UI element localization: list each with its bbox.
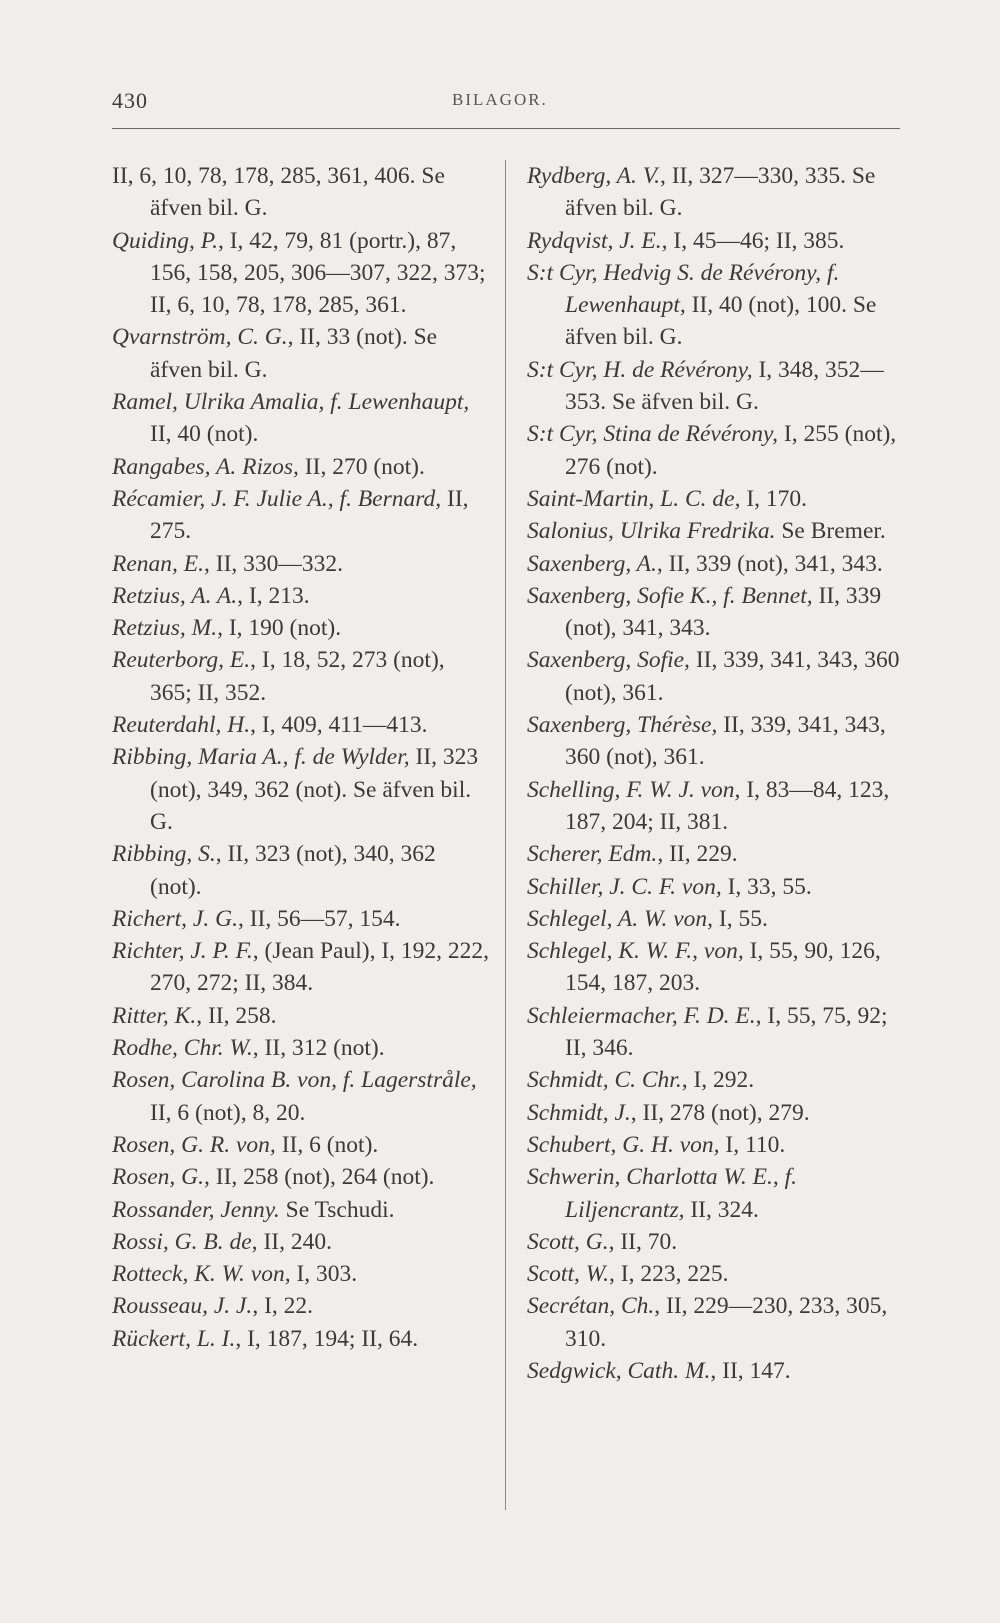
index-entry [112,935,490,1000]
entry-name: Schubert, G. H. von, [527,1131,720,1158]
index-entry [112,1226,490,1258]
index-entry [112,644,490,709]
entry-name: Schmidt, C. Chr. [527,1067,682,1094]
entry-name: Schlegel, A. W. von, [527,905,714,932]
entry-name: Schleiermacher, F. D. E. [527,1002,756,1029]
entry-references: , II, 339 (not), 341, 343. [656,550,883,577]
entry-name: Sedgwick, Cath. M. [527,1357,711,1384]
index-entry [527,483,905,515]
index-entry [527,580,905,645]
entry-name: Saxenberg, Sofie K., f. Bennet, [527,582,813,609]
entry-references: , I, 223, 225. [609,1261,729,1288]
index-entry [112,483,490,548]
entry-references: , II, 229. [657,841,738,868]
index-entry [112,1000,490,1032]
index-entry [527,1097,905,1129]
entry-references: , II, 70. [608,1228,678,1255]
entry-references: , II, 327—330, 335. Se äfven bil. G. [565,163,876,222]
entry-name: Scherer, Edm. [527,841,658,868]
entry-references: II, 6 (not), 8, 20. [150,1099,306,1126]
entry-references: II, 6, 10, 78, 178, 285, 361, 406. Se äfven bil. G. [112,163,445,222]
index-entry [112,612,490,644]
index-entry [112,1161,490,1193]
entry-references: , II, 147. [710,1357,791,1384]
entry-name: Rydberg, A. V. [527,163,660,189]
entry-references: I, 55. [713,905,768,932]
entry-name: Rossander, Jenny. [112,1196,280,1223]
index-entry [112,321,490,386]
entry-name: S:t Cyr, Hedvig S. de Révérony, f. Lewenhaupt, [527,259,840,319]
entry-references: , I, 213. [237,582,310,609]
entry-name: S:t Cyr, H. de Révérony, [527,356,753,383]
index-entry [527,644,905,709]
entry-references: , I, 22. [252,1293,314,1320]
index-entry [527,1064,905,1096]
page-header [112,88,900,128]
entry-name: Scott, G. [527,1228,609,1255]
page-number: 430 [112,88,148,113]
index-entry [527,774,905,839]
entry-references: II, 339, 341, 343, 360 (not), 361. [565,712,886,771]
index-entry [527,1355,905,1387]
entry-references: , II, 258. [196,1002,277,1029]
index-entry [112,1258,490,1290]
entry-name: Retzius, A. A. [112,582,238,609]
index-entry [112,741,490,838]
index-entry [112,1129,490,1161]
entry-name: Schlegel, K. W. F., von, [527,938,744,965]
entry-name: Rydqvist, J. E. [527,227,662,254]
index-entry [112,903,490,935]
entry-name: Renan, E. [112,550,205,577]
index-entry [112,160,490,225]
index-entry [527,418,905,483]
entry-name: Ribbing, Maria A., f. de Wylder, [112,744,410,771]
entry-references: , I, 190 (not). [217,615,342,642]
entry-references: II, 324. [684,1196,759,1223]
index-entry [527,1129,905,1161]
entry-references: II, 339 (not), 341, 343. [565,582,882,642]
index-entry [112,838,490,903]
index-entry [527,935,905,1000]
index-entry [112,709,490,741]
entry-name: Saxenberg, Sofie, [527,647,690,674]
index-entry [527,709,905,774]
entry-name: S:t Cyr, Stina de Révérony, [527,421,779,448]
entry-references: , I, 187, 194; II, 64. [235,1325,419,1352]
entry-references: II, 240. [257,1228,332,1255]
entry-name: Richert, J. G. [112,905,238,932]
entry-references: , II, 312 (not). [252,1035,385,1062]
entry-references: I, 110. [719,1131,786,1158]
entry-references: Se Tschudi. [279,1196,395,1223]
entry-references: II, 6 (not). [275,1131,379,1158]
entry-name: Saint-Martin, L. C. de, [527,485,741,512]
entry-name: Récamier, J. F. Julie A., f. Bernard, [112,485,442,512]
entry-references: I, 55, 90, 126, 154, 187, 203. [565,938,881,997]
entry-references: II, 270 (not). [298,453,425,480]
entry-references: , II, 56—57, 154. [237,905,401,932]
index-entry [527,354,905,419]
entry-name: Ribbing, S. [112,841,216,868]
entry-name: Ramel, Ulrika Amalia, f. Lewenhaupt, [112,389,470,416]
header-rule [112,128,900,129]
index-entry [112,1194,490,1226]
entry-name: Reuterdahl, H. [112,712,251,739]
entry-name: Retzius, M. [112,615,218,642]
index-entry [527,548,905,580]
entry-references: II, 323 (not), 349, 362 (not). Se äfven bil. G. [150,744,479,835]
entry-name: Qvarnström, C. G. [112,324,288,351]
entry-name: Saxenberg, Thérèse, [527,712,718,739]
entry-references: I, 170. [740,485,808,512]
entry-references: , I, 42, 79, 81 (portr.), 87, 156, 158, 205, 306—307, 322, 373; II, 6, 10, 78, 178, 285, 361. [150,227,486,319]
entry-references: , I, 45—46; II, 385. [661,227,845,254]
column-divider [505,160,506,1510]
entry-name: Salonius, Ulrika Fredrika. [527,518,776,545]
entry-references: , II, 258 (not), 264 (not). [204,1164,435,1191]
index-entry [527,1226,905,1258]
index-entry [112,386,490,451]
index-entry [112,580,490,612]
entry-references: , II, 323 (not), 340, 362 (not). [150,841,436,900]
entry-references: , II, 278 (not), 279. [630,1099,810,1126]
entry-references: I, 303. [290,1261,358,1288]
index-entry [527,871,905,903]
index-entry [527,515,905,547]
index-entry [527,1000,905,1065]
entry-name: Schwerin, Charlotta W. E., f. Liljencrantz, [527,1164,798,1223]
entry-references: Se Bremer. [775,518,886,545]
entry-name: Saxenberg, A. [527,550,657,577]
entry-references: I, 348, 352—353. Se äfven bil. G. [565,356,884,416]
entry-references: I, 83—84, 123, 187, 204; II, 381. [565,776,890,835]
entry-references: , (Jean Paul), I, 192, 222, 270, 272; II, 384. [150,938,490,997]
entry-references: , I, 18, 52, 273 (not), 365; II, 352. [150,647,445,706]
entry-references: , II, 33 (not). Se äfven bil. G. [150,324,438,383]
entry-references: , I, 55, 75, 92; II, 346. [565,1002,888,1062]
entry-references: , II, 330—332. [204,550,344,577]
entry-references: II, 339, 341, 343, 360 (not), 361. [565,647,900,706]
entry-name: Rousseau, J. J. [112,1293,253,1320]
entry-references: II, 40 (not), 100. Se äfven bil. G. [565,292,877,351]
entry-name: Secrétan, Ch. [527,1293,655,1320]
index-entry [527,1161,905,1226]
running-head: BILAGOR. [452,90,548,109]
entry-name: Rangabes, A. Rizos, [112,453,299,480]
index-entry [112,548,490,580]
index-entry [112,1064,490,1129]
entry-references: , I, 409, 411—413. [250,712,428,739]
entry-name: Rossi, G. B. de, [112,1228,258,1255]
index-entry [527,225,905,257]
entry-name: Schelling, F. W. J. von, [527,776,741,803]
entry-name: Scott, W. [527,1261,610,1288]
index-entry [112,225,490,322]
entry-references: , II, 229—230, 233, 305, 310. [565,1293,888,1352]
entry-references: , I, 292. [681,1067,755,1094]
entry-name: Rückert, L. I. [112,1325,236,1352]
right-column [527,160,905,1387]
index-entry [112,1290,490,1322]
entry-references: II, 40 (not). [150,421,259,448]
index-entry [112,1323,490,1355]
entry-name: Rodhe, Chr. W. [112,1035,253,1062]
entry-name: Rosen, G. R. von, [112,1131,276,1158]
left-column [112,160,490,1355]
entry-name: Richter, J. P. F. [112,938,253,965]
entry-name: Rosen, G. [112,1164,205,1191]
index-entry [112,1032,490,1064]
index-entry [527,160,905,225]
index-entry [527,1258,905,1290]
entry-references: I, 255 (not), 276 (not). [565,421,897,480]
index-entry [112,451,490,483]
entry-name: Rosen, Carolina B. von, f. Lagerstråle, [112,1067,477,1094]
entry-references: I, 33, 55. [721,873,812,900]
entry-name: Schiller, J. C. F. von, [527,873,722,900]
entry-name: Reuterborg, E. [112,647,251,674]
entry-name: Quiding, P. [112,227,218,254]
entry-name: Rotteck, K. W. von, [112,1261,291,1288]
index-entry [527,903,905,935]
index-entry [527,1290,905,1355]
entry-name: Ritter, K. [112,1002,197,1029]
index-entry [527,257,905,354]
entry-references: II, 275. [150,485,469,545]
index-entry [527,838,905,870]
entry-name: Schmidt, J. [527,1099,631,1126]
